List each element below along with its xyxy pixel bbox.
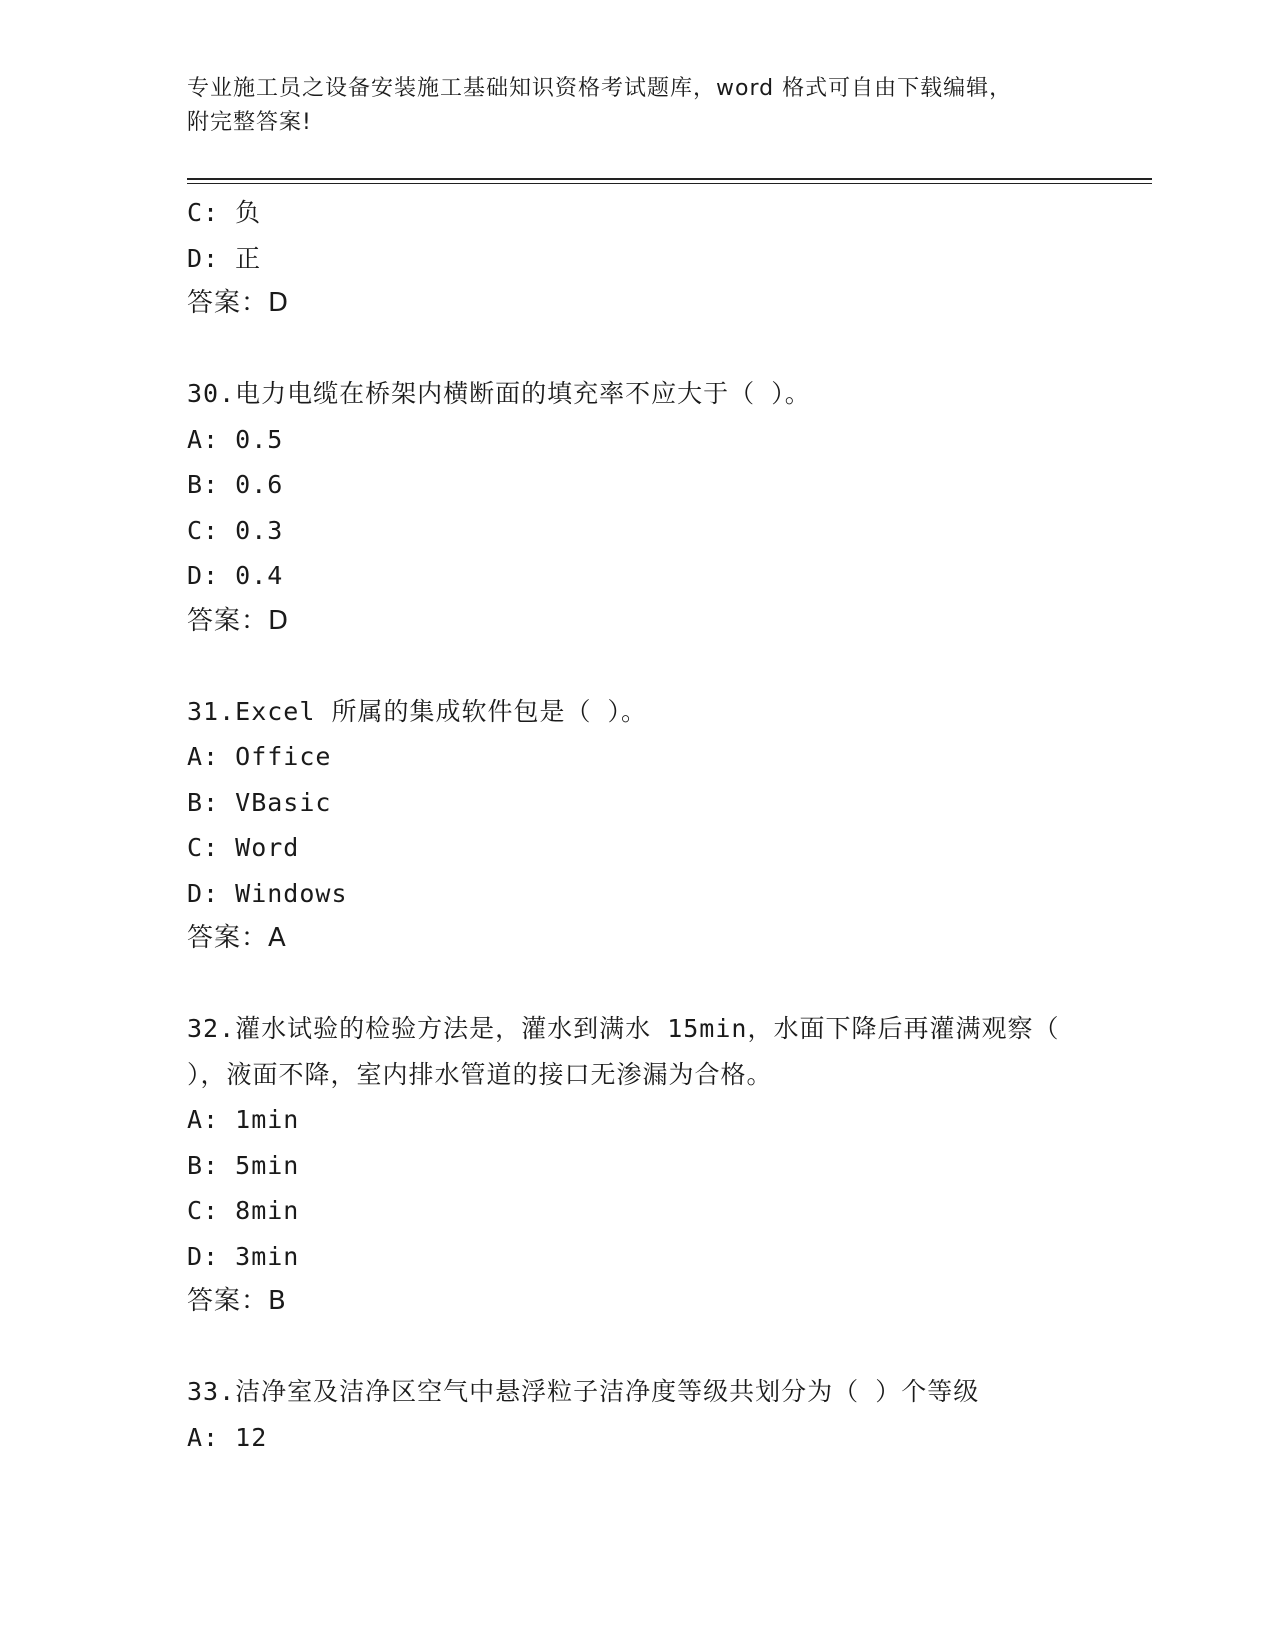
option-d: D: Windows xyxy=(187,878,348,908)
option-c: C: Word xyxy=(187,833,300,862)
spacer xyxy=(187,643,1152,689)
header-line-1: 专业施工员之设备安装施工基础知识资格考试题库，word 格式可自由下载编辑， xyxy=(187,76,1013,101)
header-rule-thin xyxy=(187,183,1152,184)
answer-line: 答案：A xyxy=(187,923,287,953)
option-a: A: 1min xyxy=(187,1105,300,1134)
header-rule-thick xyxy=(187,178,1152,180)
option-c: C: 8min xyxy=(187,1196,300,1225)
option-c: C: 0.3 xyxy=(187,515,284,545)
spacer xyxy=(187,325,1152,371)
option-b: B: 5min xyxy=(187,1150,300,1180)
question-33 xyxy=(187,1369,1152,1460)
spacer xyxy=(187,960,1152,1006)
option-d: D: 3min xyxy=(187,1241,300,1271)
question-text: 32.灌水试验的检验方法是，灌水到满水 15min，水面下降后再灌满观察（ ），液面不降，室内排水管道的接口无渗漏为合格。 xyxy=(187,1014,1060,1089)
answer-line: 答案：D xyxy=(187,288,290,318)
question-30 xyxy=(187,371,1152,643)
question-list xyxy=(187,190,1152,1460)
answer-line: 答案：D xyxy=(187,605,290,636)
document-header xyxy=(187,72,1087,140)
question-32 xyxy=(187,1006,1152,1323)
option-c: C: 负 xyxy=(187,198,262,227)
header-line-2: 附完整答案! xyxy=(187,110,312,135)
option-d: D: 正 xyxy=(187,243,262,273)
option-d: D: 0.4 xyxy=(187,561,284,590)
question-31 xyxy=(187,689,1152,961)
answer-line: 答案：B xyxy=(187,1286,287,1316)
question-text: 31.Excel 所属的集成软件包是（ ）。 xyxy=(187,696,648,726)
question-text: 33.洁净室及洁净区空气中悬浮粒子洁净度等级共划分为（ ）个等级 xyxy=(187,1377,980,1406)
question-29 xyxy=(187,190,1152,325)
spacer xyxy=(187,1323,1152,1369)
option-b: B: VBasic xyxy=(187,787,332,817)
option-a: A: 0.5 xyxy=(187,424,284,454)
option-a: A: 12 xyxy=(187,1422,268,1452)
option-b: B: 0.6 xyxy=(187,470,284,499)
question-text: 30.电力电缆在桥架内横断面的填充率不应大于（ ）。 xyxy=(187,379,811,408)
option-a: A: Office xyxy=(187,742,332,771)
